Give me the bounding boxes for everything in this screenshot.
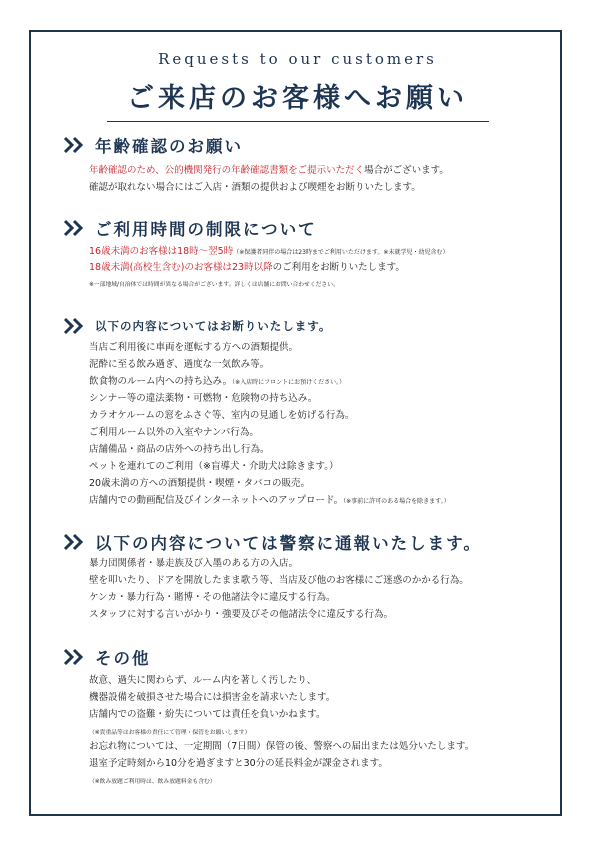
english-title: Requests to our customers bbox=[158, 50, 437, 68]
list-item: カラオケルームの窓をふさぐ等、室内の見通しを妨げる行為。 bbox=[89, 410, 355, 421]
heading-text: 年齢確認のお願い bbox=[95, 137, 243, 156]
title-divider bbox=[107, 121, 489, 122]
section-refusals bbox=[63, 314, 543, 506]
text-line: 18歳未満(高校生含む)のお客様は23時以降のご利用をお断りいたします。 bbox=[89, 262, 405, 273]
list-item: 故意、過失に関わらず、ルーム内を著しく汚したり、 bbox=[89, 675, 317, 686]
section-heading bbox=[63, 314, 543, 338]
text-line: 確認が取れない場合にはご入店・酒類の提供および喫煙をお断りいたします。 bbox=[89, 182, 421, 193]
section-heading bbox=[63, 645, 543, 669]
double-chevron-icon bbox=[63, 647, 91, 667]
list-item: スタッフに対する言いがかり・強要及びその他諸法令に違反する行為。 bbox=[89, 609, 394, 620]
heading-text: その他 bbox=[95, 649, 151, 668]
list-item: 泥酔に至る飲み過ぎ、過度な一気飲み等。 bbox=[89, 359, 270, 370]
list-item: ケンカ・暴力行為・賭博・その他諸法令に違反する行為。 bbox=[89, 592, 336, 603]
double-chevron-icon bbox=[63, 532, 91, 552]
text-line: 年齢確認のため、公的機関発行の年齢確認書類をご提示いただく場合がございます。 bbox=[89, 165, 449, 176]
double-chevron-icon bbox=[63, 316, 91, 336]
list-item: 20歳未満の方への酒類提供・喫煙・タバコの販売。 bbox=[89, 478, 310, 489]
section-other bbox=[63, 645, 543, 785]
footnote: ※一部地域/自治体では時間が異なる場合がございます。詳しくは店舗にお問い合わせください。 bbox=[89, 282, 339, 288]
list-item: 機器設備を破損させた場合には損害金を請求いたします。 bbox=[89, 692, 336, 703]
heading-text: ご利用時間の制限について bbox=[95, 220, 317, 239]
list-item: ご利用ルーム以外の入室やナンパ行為。 bbox=[89, 427, 259, 438]
list-item: お忘れ物については、一定期間（7日間）保管の後、警察への届出または処分いたします。 bbox=[89, 741, 475, 752]
section-usage-hours bbox=[63, 216, 543, 288]
list-item: 店舗備品・商品の店外への持ち出し行為。 bbox=[89, 444, 270, 455]
list-item: シンナー等の違法薬物・可燃物・危険物の持ち込み。 bbox=[89, 393, 318, 404]
list-item: 当店ご利用後に車両を運転する方への酒類提供。 bbox=[89, 342, 299, 353]
section-heading bbox=[63, 133, 543, 157]
list-item: 店舗内での動画配信及びインターネットへのアップロード。（※事前に許可のある場合を除きます。） bbox=[89, 495, 450, 506]
double-chevron-icon bbox=[63, 218, 91, 238]
list-item: 飲食物のルーム内への持ち込み。（※入店時にフロントにお預けください。） bbox=[89, 376, 346, 387]
text-line: 16歳未満のお客様は18時～翌5時（※保護者同伴の場合は23時までご利用いただけます。※未就学児・幼児含む） bbox=[89, 246, 449, 257]
footnote: （※貴重品等はお客様の責任にて管理・保管をお願いします） bbox=[89, 730, 251, 736]
japanese-title: ご来店のお客様へお願い bbox=[127, 83, 468, 114]
heading-text: 以下の内容についてはお断りいたします。 bbox=[95, 319, 332, 333]
footnote: （※飲み放題ご利用時は、飲み放題料金も含む） bbox=[89, 779, 216, 785]
section-heading bbox=[63, 216, 543, 240]
section-heading bbox=[63, 530, 543, 554]
list-item: 店舗内での盗難・紛失については責任を負いかねます。 bbox=[89, 709, 326, 720]
section-police-report bbox=[63, 530, 543, 620]
section-age-check bbox=[63, 133, 543, 193]
heading-text: 以下の内容については警察に通報いたします。 bbox=[95, 534, 482, 553]
list-item: 壁を叩いたり、ドアを開放したまま歌う等、当店及び他のお客様にご迷惑のかかる行為。 bbox=[89, 575, 469, 586]
list-item: 暴力団関係者・暴走族及び入墨のある方の入店。 bbox=[89, 558, 299, 569]
list-item: ペットを連れてのご利用（※盲導犬・介助犬は除きます。） bbox=[89, 461, 339, 472]
list-item: 退室予定時刻から10分を過ぎますと30分の延長料金が課金されます。 bbox=[89, 758, 388, 769]
double-chevron-icon bbox=[63, 135, 91, 155]
